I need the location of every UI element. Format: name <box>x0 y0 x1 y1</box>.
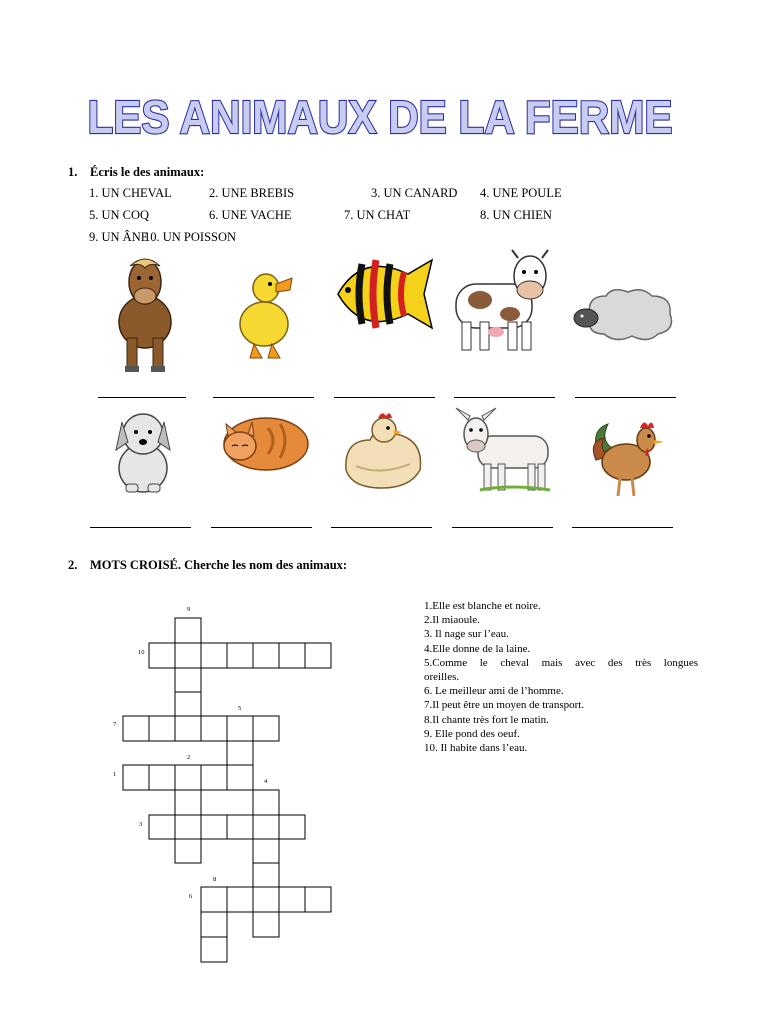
crossword-cell <box>227 765 253 790</box>
clue-3: 3. Il nage sur l’eau. <box>424 628 509 641</box>
crossword-cell <box>175 643 201 668</box>
answer-line-5[interactable] <box>575 397 676 398</box>
word-1: 1. UN CHEVAL <box>89 186 172 200</box>
crossword-cell <box>253 863 279 887</box>
answer-line-3[interactable] <box>334 397 435 398</box>
crossword-cell <box>227 643 253 668</box>
crossword-number-6: 6 <box>189 893 193 900</box>
exercise-1-number: 1. <box>68 165 78 179</box>
crossword-cell <box>201 815 227 839</box>
answer-line-2[interactable] <box>213 397 314 398</box>
word-2: 2. UNE BREBIS <box>209 186 295 200</box>
clue-7: 7.Il peut être un moyen de transport. <box>424 699 585 712</box>
answer-line-9[interactable] <box>452 527 553 528</box>
crossword-cell <box>149 765 175 790</box>
exercise-2-number: 2. <box>68 558 78 572</box>
crossword-cell <box>253 815 279 839</box>
sheep-icon <box>572 286 678 344</box>
clue-4: 4.Elle donne de la laine. <box>424 642 531 655</box>
crossword-number-9: 9 <box>187 606 191 613</box>
crossword-cell <box>175 618 201 643</box>
crossword-number-10: 10 <box>138 649 145 656</box>
crossword-cell <box>175 668 201 692</box>
crossword-cell <box>253 912 279 937</box>
word-4: 4. UNE POULE <box>480 186 562 200</box>
page-title <box>0 88 768 148</box>
crossword-cell <box>279 815 305 839</box>
crossword-cell <box>305 643 331 668</box>
clue-5: 5.Comme le cheval mais avec des très longues <box>424 656 698 669</box>
crossword-cell <box>227 815 253 839</box>
crossword-cell <box>175 839 201 863</box>
horse-icon <box>110 252 180 374</box>
answer-line-6[interactable] <box>90 527 191 528</box>
word-6: 6. UNE VACHE <box>209 208 292 222</box>
crossword-cell <box>201 912 227 937</box>
crossword-clues <box>424 599 698 755</box>
exercise-1-instruction: Écris le des animaux: <box>90 165 205 179</box>
crossword-cell <box>201 887 227 912</box>
word-9: 9. UN ÂNE <box>89 230 149 244</box>
crossword-number-7: 7 <box>113 721 117 728</box>
crossword-cell <box>123 716 149 741</box>
crossword-cell <box>123 765 149 790</box>
crossword-cell <box>227 887 253 912</box>
crossword-cell <box>227 716 253 741</box>
crossword-cell <box>149 716 175 741</box>
donkey-icon <box>452 404 552 494</box>
crossword-cell <box>201 716 227 741</box>
crossword-cell <box>149 643 175 668</box>
crossword-cell <box>175 815 201 839</box>
answer-line-7[interactable] <box>211 527 312 528</box>
crossword-number-4: 4 <box>264 778 268 785</box>
word-3: 3. UN CANARD <box>371 186 458 200</box>
crossword-cell <box>279 887 305 912</box>
crossword-cell <box>227 741 253 765</box>
answer-line-8[interactable] <box>331 527 432 528</box>
word-10: 10. UN POISSON <box>144 230 237 244</box>
answer-line-10[interactable] <box>572 527 673 528</box>
clue-10: 10. Il habite dans l’eau. <box>424 742 528 755</box>
clue-2: 2.Il miaoule. <box>424 614 480 627</box>
dog-icon <box>110 406 176 494</box>
crossword-cell <box>253 790 279 815</box>
crossword-cell <box>175 790 201 815</box>
word-8: 8. UN CHIEN <box>480 208 552 222</box>
crossword-cell <box>175 692 201 716</box>
crossword-number-1: 1 <box>113 771 117 778</box>
crossword-number-5: 5 <box>238 705 242 712</box>
cow-icon <box>450 250 558 354</box>
crossword-cell <box>305 887 331 912</box>
crossword-cell <box>201 643 227 668</box>
crossword-cell <box>253 643 279 668</box>
crossword-cell <box>149 815 175 839</box>
clue-5-continued: oreilles. <box>424 671 460 684</box>
clue-8: 8.Il chante très fort le matin. <box>424 713 549 726</box>
cat-icon <box>218 410 310 472</box>
crossword-number-2: 2 <box>187 754 191 761</box>
crossword-cell <box>175 716 201 741</box>
clue-1: 1.Elle est blanche et noire. <box>424 600 541 612</box>
crossword-number-8: 8 <box>213 876 217 883</box>
duck-icon <box>232 266 296 360</box>
word-5: 5. UN COQ <box>89 208 150 222</box>
clue-9: 9. Elle pond des oeuf. <box>424 727 520 740</box>
crossword-cell <box>201 765 227 790</box>
answer-line-1[interactable] <box>98 397 186 398</box>
crossword-number-3: 3 <box>139 821 143 828</box>
crossword-cell <box>253 716 279 741</box>
crossword-cell <box>253 887 279 912</box>
rooster-icon <box>588 416 666 498</box>
crossword-cell <box>253 839 279 863</box>
exercise-2-instruction: MOTS CROISÉ. Cherche les nom des animaux: <box>90 558 348 572</box>
answer-line-4[interactable] <box>454 397 555 398</box>
fish-icon <box>332 252 436 338</box>
word-7: 7. UN CHAT <box>344 208 411 222</box>
crossword-cell <box>201 937 227 962</box>
crossword-cell <box>175 765 201 790</box>
crossword-cell <box>279 643 305 668</box>
hen-icon <box>340 410 426 490</box>
clue-6: 6. Le meilleur ami de l’homme. <box>424 685 564 698</box>
svg-text:LES ANIMAUX DE LA FERME: LES ANIMAUX DE LA FERME <box>87 91 673 143</box>
